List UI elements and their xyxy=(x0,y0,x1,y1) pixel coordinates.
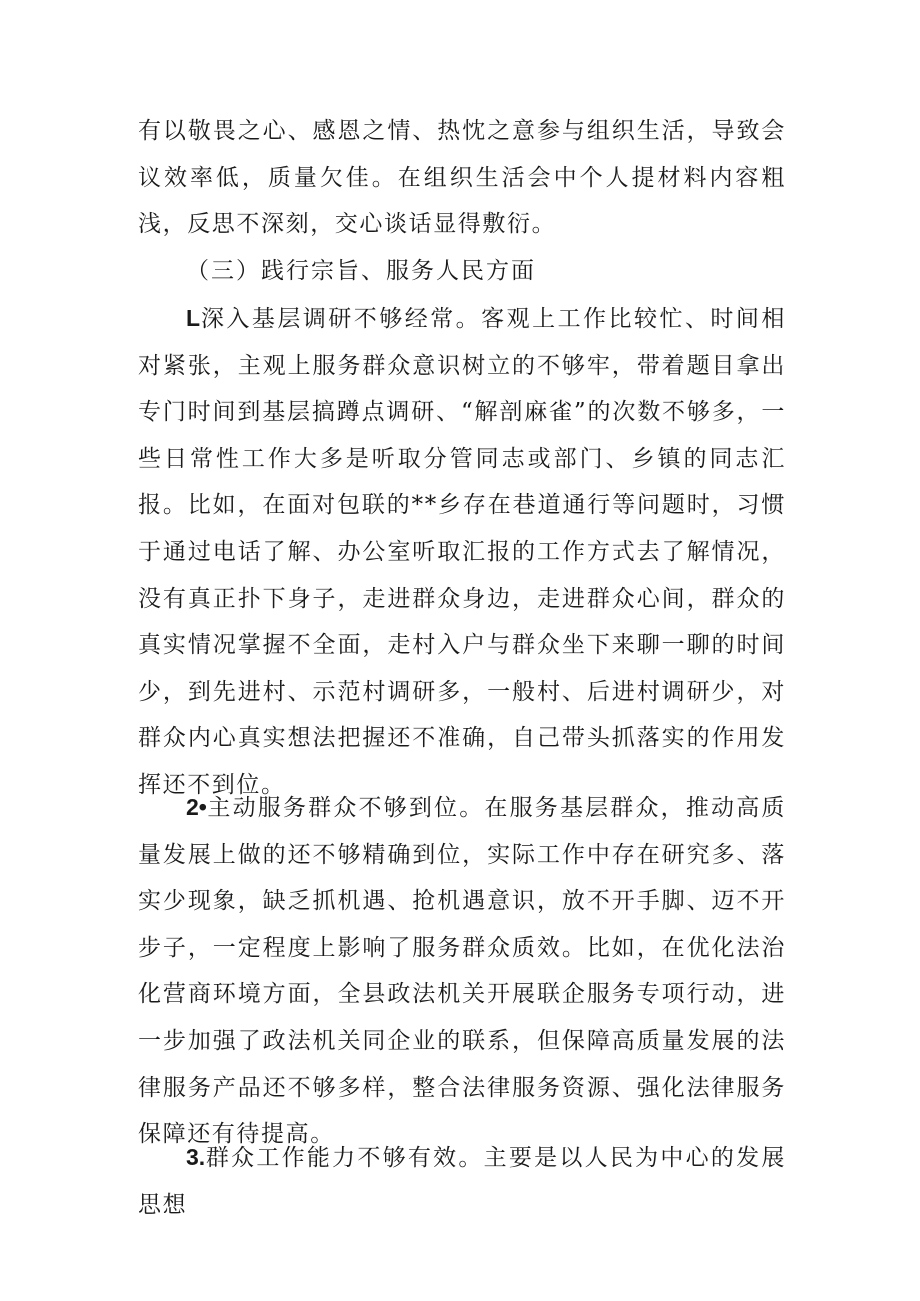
list-item-paragraph xyxy=(138,784,786,1158)
list-item-paragraph xyxy=(138,295,786,809)
section-heading-text: （三）践行宗旨、服务人民方面 xyxy=(186,258,536,284)
body-paragraph xyxy=(138,108,786,248)
item-marker: 2• xyxy=(186,794,207,820)
paragraph-text: 有以敬畏之心、感恩之情、热忱之意参与组织生活，导致会议效率低，质量欠佳。在组织生活会中个人提材料内容粗浅，反思不深刻，交心谈话显得敷衍。 xyxy=(138,118,786,238)
item-marker: L xyxy=(186,305,201,331)
paragraph-text: 主动服务群众不够到位。在服务基层群众，推动高质量发展上做的还不够精确到位，实际工作中存在研究多、落实少现象，缺乏抓机遇、抢机遇意识，放不开手脚、迈不开步子，一定程度上影响了服务群众质效。比如，在优化法治化营商环境方面，全县政法机关开展联企服务专项行动，进一步加强了政法机关同企业的联系，但保障高质量发展的法律服务产品还不够多样，整合法律服务资源、强化法律服务保障还有待提高。 xyxy=(138,795,786,1148)
list-item-paragraph xyxy=(138,1134,786,1228)
paragraph-text: 群众工作能力不够有效。主要是以人民为中心的发展思想 xyxy=(138,1145,786,1218)
section-heading xyxy=(138,248,786,295)
paragraph-text: 深入基层调研不够经常。客观上工作比较忙、时间相对紧张，主观上服务群众意识树立的不够牢，带着题目拿出专门时间到基层搞蹲点调研、“解剖麻雀”的次数不够多，一些日常性工作大多是听取分管同志或部门、乡镇的同志汇报。比如，在面对包联的**乡存在巷道通行等问题时，习惯于通过电话了解、办公室听取汇报的工作方式去了解情况，没有真正扑下身子，走进群众身边，走进群众心间，群众的真实情况掌握不全面，走村入户与群众坐下来聊一聊的时间少，到先进村、示范村调研多，一般村、后进村调研少，对群众内心真实想法把握还不准确，自己带头抓落实的作用发挥还不到位。 xyxy=(138,306,786,798)
item-marker: 3. xyxy=(186,1144,206,1170)
